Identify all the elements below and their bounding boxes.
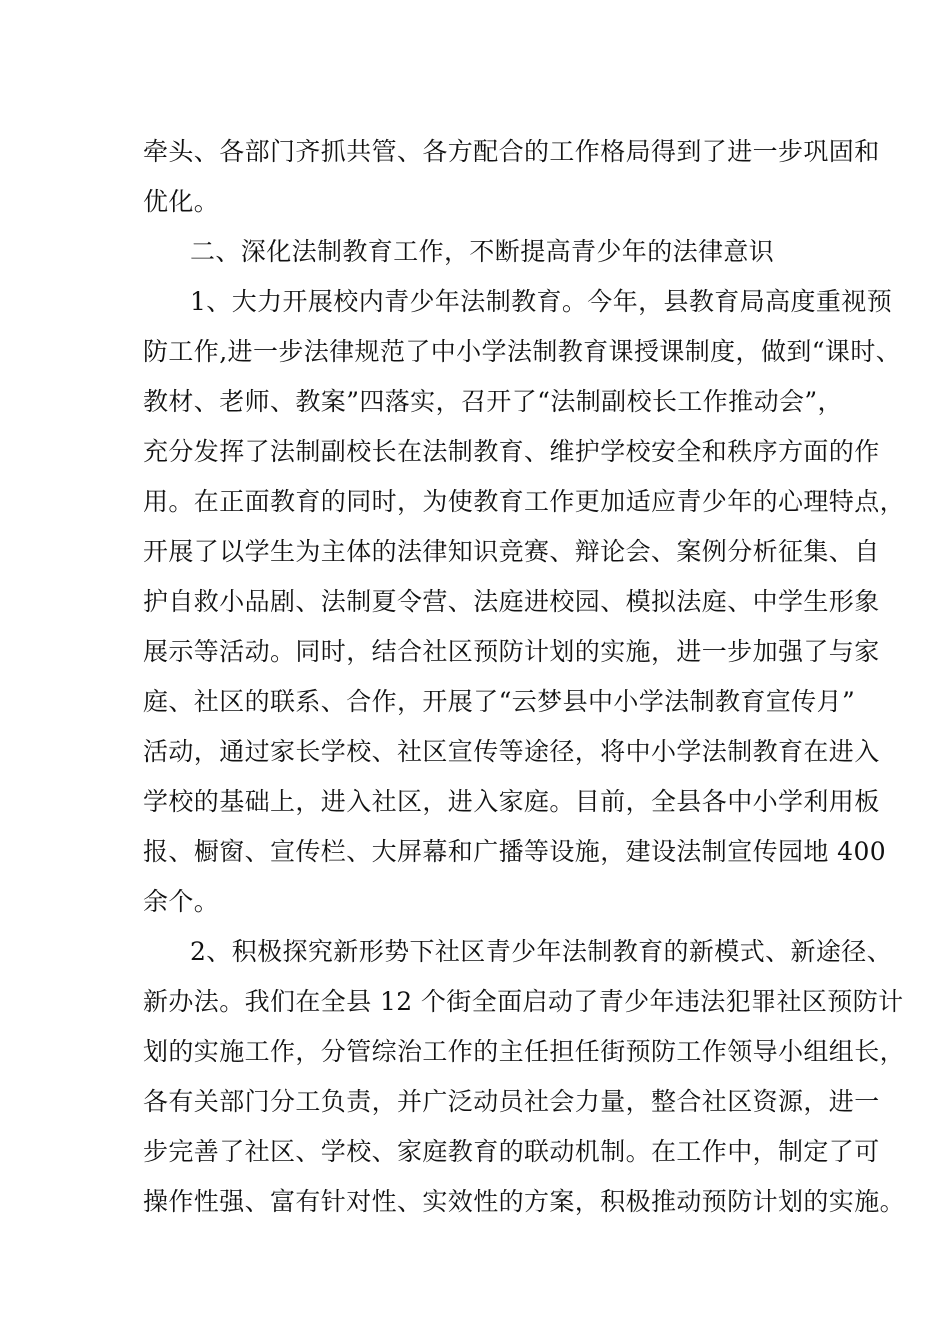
text-line: 充分发挥了法制副校长在法制教育、维护学校安全和秩序方面的作 [143, 437, 880, 466]
text-line: 优化。 [143, 187, 220, 216]
text-line: 划的实施工作，分管综治工作的主任担任街预防工作领导小组组长， [143, 1037, 906, 1066]
text-line: 防工作,进一步法律规范了中小学法制教育课授课制度，做到“课时、 [143, 337, 902, 366]
text-line: 活动，通过家长学校、社区宣传等途径，将中小学法制教育在进入 [143, 737, 880, 766]
section-heading: 二、深化法制教育工作，不断提高青少年的法律意识 [190, 237, 775, 266]
text-line: 庭、社区的联系、合作，开展了“云梦县中小学法制教育宣传月” [143, 687, 856, 716]
text-line: 展示等活动。同时，结合社区预防计划的实施，进一步加强了与家 [143, 637, 880, 666]
text-line: 新办法。我们在全县 12 个街全面启动了青少年违法犯罪社区预防计 [143, 987, 904, 1016]
text-line: 护自救小品剧、法制夏令营、法庭进校园、模拟法庭、中学生形象 [143, 587, 880, 616]
paragraph-start: 1、大力开展校内青少年法制教育。今年，县教育局高度重视预 [190, 287, 893, 316]
text-line: 学校的基础上，进入社区，进入家庭。目前，全县各中小学利用板 [143, 787, 880, 816]
text-line: 用。在正面教育的同时，为使教育工作更加适应青少年的心理特点， [143, 487, 906, 516]
paragraph-start: 2、积极探究新形势下社区青少年法制教育的新模式、新途径、 [190, 937, 893, 966]
text-line: 各有关部门分工负责，并广泛动员社会力量，整合社区资源，进一 [143, 1087, 880, 1116]
text-line: 步完善了社区、学校、家庭教育的联动机制。在工作中，制定了可 [143, 1137, 880, 1166]
text-line: 开展了以学生为主体的法律知识竞赛、辩论会、案例分析征集、自 [143, 537, 880, 566]
text-line: 余个。 [143, 887, 220, 916]
text-line: 教材、老师、教案”四落实，召开了“法制副校长工作推动会”， [143, 387, 843, 416]
text-line: 操作性强、富有针对性、实效性的方案，积极推动预防计划的实施。 [143, 1187, 906, 1216]
text-line: 牵头、各部门齐抓共管、各方配合的工作格局得到了进一步巩固和 [143, 137, 880, 166]
text-line: 报、橱窗、宣传栏、大屏幕和广播等设施，建设法制宣传园地 400 [143, 837, 887, 866]
